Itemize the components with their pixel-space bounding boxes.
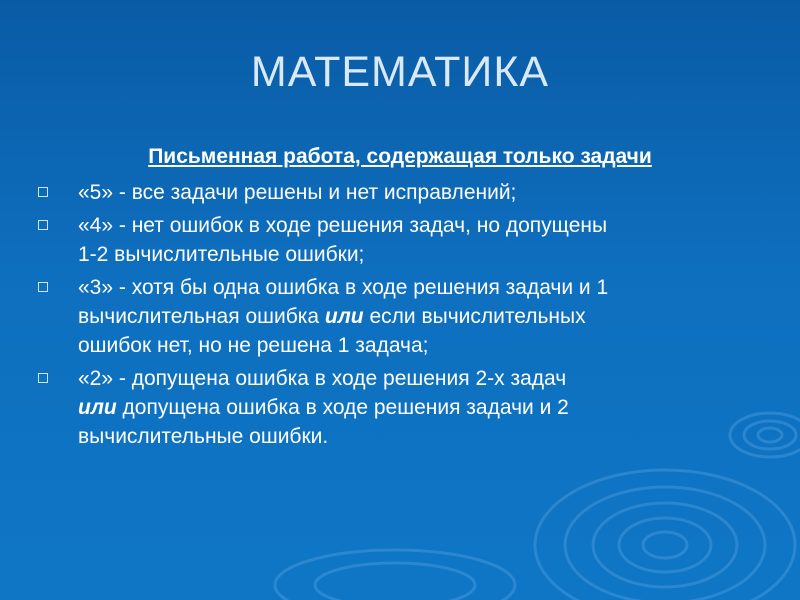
item-text: «5» - все задачи решены и нет исправлений; xyxy=(78,181,517,204)
item-text: «2» - допущена ошибка в ходе решения 2-х задач xyxy=(78,367,567,390)
item-text: ошибок нет, но не решена 1 задача; xyxy=(78,334,429,357)
grading-criteria-list xyxy=(30,178,770,455)
emphasis-text: или xyxy=(78,396,117,419)
square-bullet-icon xyxy=(38,220,48,230)
item-text: или допущена ошибка в ходе решения задачи и 2 xyxy=(78,396,569,419)
item-text: вычислительная ошибка или если вычислительных xyxy=(78,305,586,328)
square-bullet-icon xyxy=(38,187,48,197)
square-bullet-icon xyxy=(38,282,48,292)
item-text: «4» - нет ошибок в ходе решения задач, но допущены xyxy=(78,214,608,237)
item-text: вычислительные ошибки. xyxy=(78,425,329,448)
list-item xyxy=(30,178,770,207)
emphasis-text: или xyxy=(324,305,364,328)
item-text: «3» - хотя бы одна ошибка в ходе решения задачи и 1 xyxy=(78,276,609,299)
list-item xyxy=(30,273,770,360)
square-bullet-icon xyxy=(38,373,48,383)
slide-title: МАТЕМАТИКА xyxy=(250,48,550,96)
slide-subtitle: Письменная работа, содержащая только задачи xyxy=(148,145,652,168)
list-item xyxy=(30,211,770,269)
list-item xyxy=(30,364,770,451)
item-text: 1-2 вычислительные ошибки; xyxy=(78,243,365,266)
